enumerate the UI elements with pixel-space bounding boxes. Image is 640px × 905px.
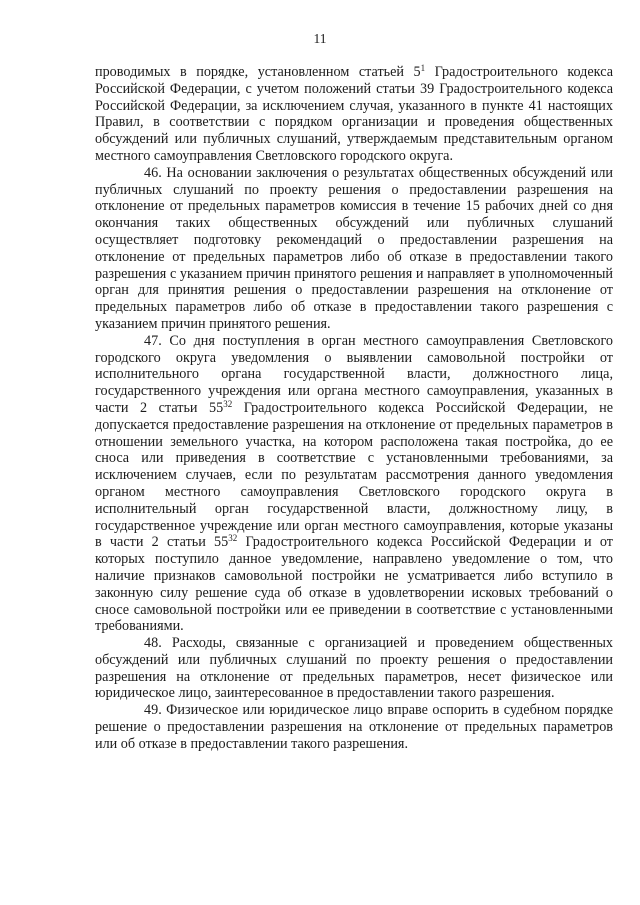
superscript: 32 xyxy=(228,533,238,544)
superscript: 1 xyxy=(420,63,426,73)
paragraph-48 xyxy=(95,635,613,702)
paragraph-47 xyxy=(95,333,613,635)
page-number: 11 xyxy=(313,31,327,46)
paragraph-text: Градостроительного кодекса Российской Федерации и от которых поступило данное уведомление, направлено уведомление о том, что наличие признаков самовольной постройки не усматривается либо вступило в законную силу решение суда об отказе в удовлетворении исковых требований о сносе самовольной постройки или ее приведении в соответствие с установленными требованиями. xyxy=(95,534,613,635)
paragraph-text: 47. Со дня поступления в орган местного самоуправления Светловского городского округа уведомления о выявлении самовольной постройки от исполнительного органа государственной власти, должностного лица, государственного учреждения или органа местного самоуправления, указанных в части 2 статьи 55 xyxy=(95,332,613,416)
superscript: 32 xyxy=(223,398,233,409)
paragraph-continuation xyxy=(95,64,613,165)
paragraph-text: Градостроительного кодекса Российской Федерации, не допускается предоставление разрешения на отклонение от предельных параметров в отношении земельного участка, на котором расположена такая постройка, до ее сноса или приведения в соответствие с установленными требованиями, за исключением случаев, если по результатам рассмотрения данного уведомления органом местного самоуправления Светловского городского округа в исполнительный орган государственной власти, должностному лицу, в государственное учреждение или орган местного самоуправления, которые указаны в части 2 статьи 55 xyxy=(95,399,613,551)
paragraph-text: 46. На основании заключения о результатах общественных обсуждений или публичных слушаний по проекту решения о предоставлении разрешения на отклонение от предельных параметров комиссия в течение 15 рабочих дней со дня окончания таких общественных обсуждений или публичных слушаний осуществляет подготовку рекомендаций о предоставлении разрешения на отклонение от предельных параметров либо об отказе в предоставлении такого разрешения с указанием причин принятого решения и направляет в уполномоченный орган для принятия решения о предоставлении разрешения на отклонение от предельных параметров либо об отказе в предоставлении такого разрешения с указанием причин принятого решения. xyxy=(95,164,613,332)
paragraph-text: проводимых в порядке, установленном статьей 5 xyxy=(95,64,421,80)
paragraph-text: 49. Физическое или юридическое лицо вправе оспорить в судебном порядке решение о предоставлении разрешения на отклонение от предельных параметров или об отказе в предоставлении такого разрешения. xyxy=(95,702,613,752)
paragraph-text: 48. Расходы, связанные с организацией и проведением общественных обсуждений или публичных слушаний по проекту решения о предоставлении разрешения на отклонение от предельных параметров, несет физическое или юридическое лицо, заинтересованное в предоставлении такого разрешения. xyxy=(95,635,613,702)
paragraph-49 xyxy=(95,702,613,752)
paragraph-46 xyxy=(95,165,613,333)
document-body xyxy=(95,64,613,753)
paragraph-text: Градостроительного кодекса Российской Федерации, с учетом положений статьи 39 Градостроительного кодекса Российской Федерации, за исключением случая, указанного в пункте 41 настоящих Правил, в соответствии с порядком организации и проведения общественных обсуждений или публичных слушаний, утверждаемым представительным органом местного самоуправления Светловского городского округа. xyxy=(95,64,613,164)
